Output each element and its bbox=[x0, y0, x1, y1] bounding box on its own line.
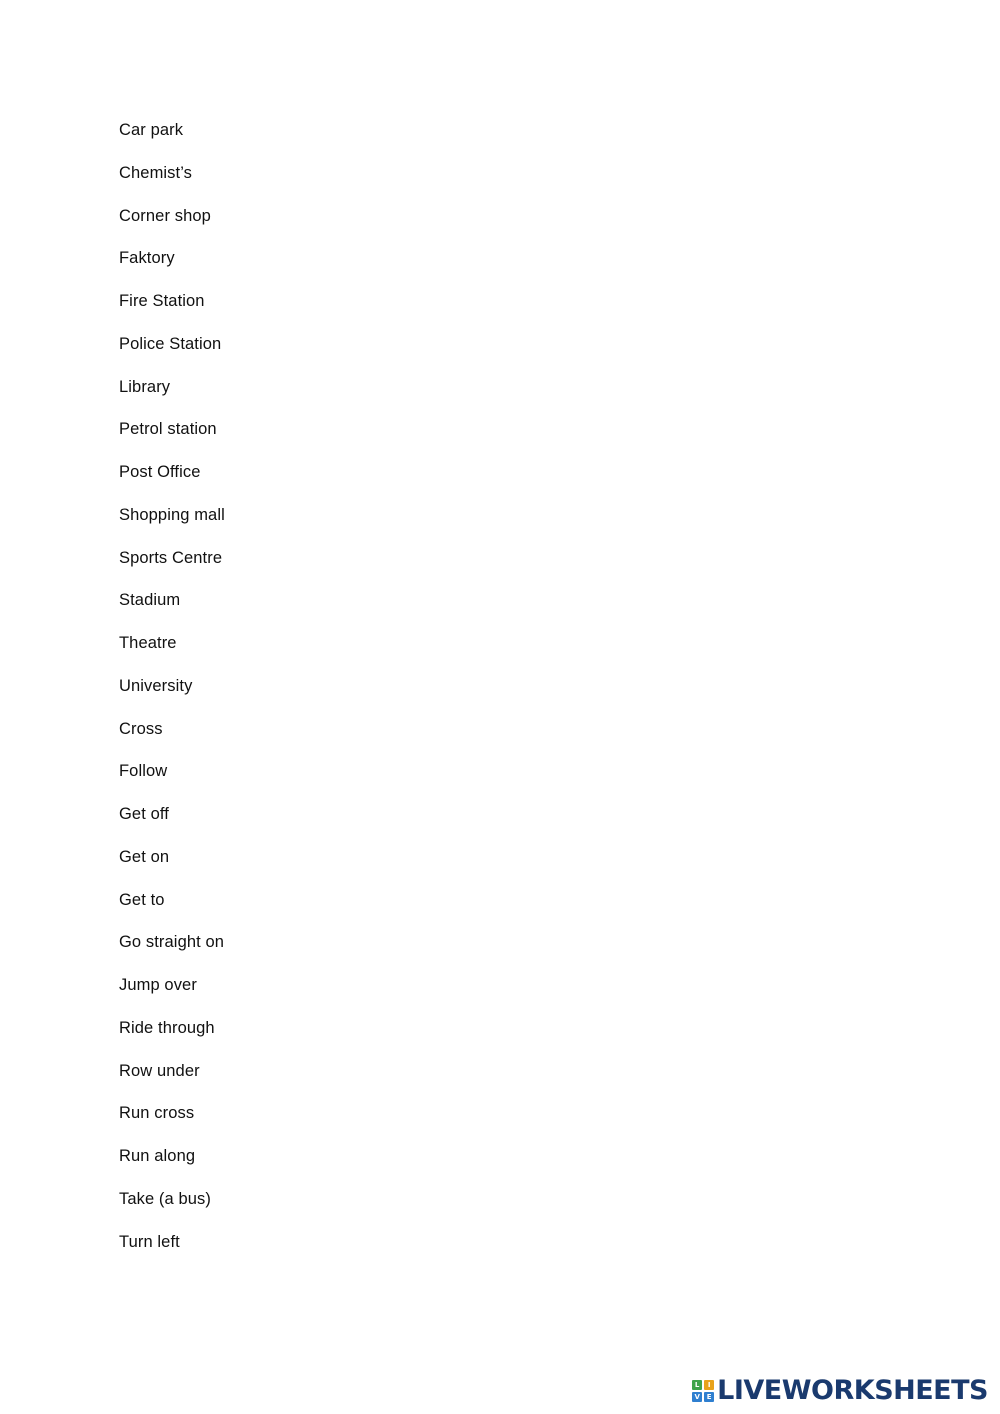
list-item: Post Office bbox=[119, 463, 201, 481]
list-item: Car park bbox=[119, 121, 184, 139]
list-item: Cross bbox=[119, 719, 163, 738]
list-item: Get off bbox=[119, 805, 169, 823]
list-item: Ride through bbox=[119, 1018, 215, 1037]
list-item: Turn left bbox=[119, 1232, 180, 1251]
vocabulary-list bbox=[119, 118, 225, 1272]
list-item: Chemist’s bbox=[119, 163, 193, 182]
logo-text: LIVEWORKSHEETS bbox=[717, 1375, 988, 1406]
list-item: Stadium bbox=[119, 591, 181, 610]
list-item: Faktory bbox=[119, 249, 175, 268]
list-item: Run cross bbox=[119, 1104, 195, 1123]
list-item: Library bbox=[119, 377, 171, 396]
list-item: Petrol station bbox=[119, 420, 217, 439]
list-item: Sports Centre bbox=[119, 548, 223, 567]
badge-letter: I bbox=[704, 1380, 714, 1390]
list-item: Fire Station bbox=[119, 292, 205, 310]
liveworksheets-logo[interactable] bbox=[692, 1376, 988, 1406]
list-item: Go straight on bbox=[119, 933, 225, 952]
list-item: Jump over bbox=[119, 976, 197, 994]
list-item: Get on bbox=[119, 847, 170, 866]
list-item: Theatre bbox=[119, 634, 177, 652]
list-item: Corner shop bbox=[119, 206, 211, 225]
list-item: Police Station bbox=[119, 334, 222, 353]
badge-letter: L bbox=[692, 1380, 702, 1390]
logo-badge-icon bbox=[692, 1380, 714, 1402]
list-item: Run along bbox=[119, 1147, 196, 1165]
list-item: Shopping mall bbox=[119, 505, 225, 524]
badge-letter: V bbox=[692, 1392, 702, 1402]
list-item: Get to bbox=[119, 890, 165, 909]
list-item: University bbox=[119, 676, 193, 695]
list-item: Take (a bus) bbox=[119, 1189, 211, 1208]
badge-letter: E bbox=[704, 1392, 714, 1402]
list-item: Follow bbox=[119, 762, 168, 781]
list-item: Row under bbox=[119, 1061, 200, 1080]
